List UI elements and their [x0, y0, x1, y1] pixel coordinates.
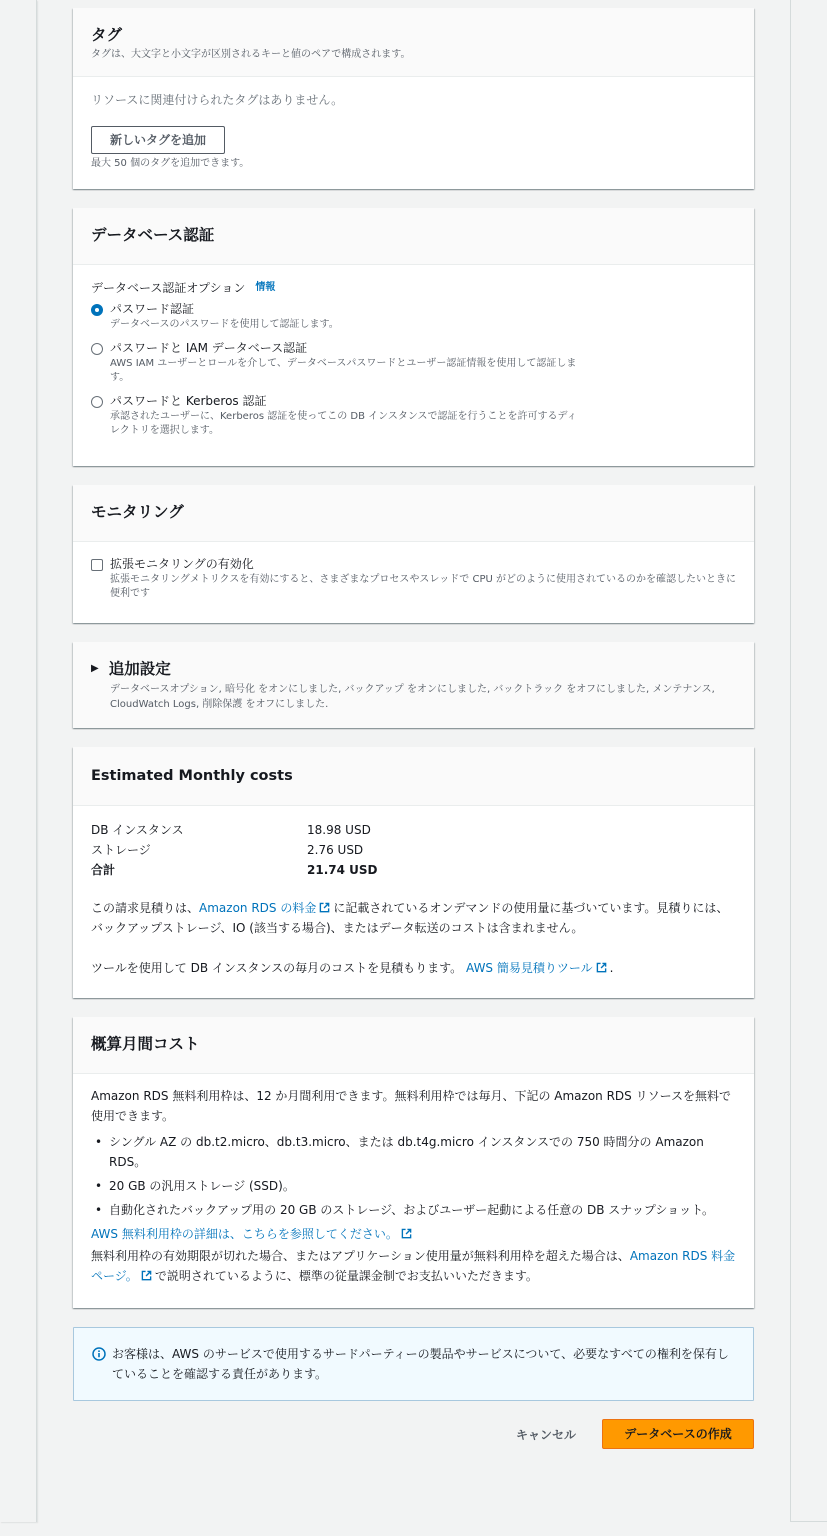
free-tier-details-row — [91, 1224, 736, 1244]
estimate-note — [91, 898, 736, 938]
tags-description: タグは、大文字と小文字が区別されるキーと値のペアで構成されます。 — [91, 49, 411, 60]
rds-pricing-link[interactable]: Amazon RDS の料金 — [199, 901, 317, 915]
cost-total-label: 合計 — [91, 863, 116, 877]
right-help-rail — [790, 0, 827, 1522]
create-database-button[interactable]: データベースの作成 — [602, 1419, 754, 1449]
create-database-form — [73, 8, 754, 1449]
enhanced-monitoring-checkbox-row[interactable] — [91, 556, 736, 601]
monitoring-title: モニタリング — [91, 503, 184, 521]
info-icon — [92, 1347, 106, 1361]
external-link-icon[interactable] — [596, 962, 607, 973]
estimated-costs-title: Estimated Monthly costs — [91, 768, 293, 784]
radio-password-auth[interactable] — [91, 301, 736, 332]
left-navigation-rail — [0, 0, 37, 1522]
cost-label: DB インスタンス — [91, 823, 184, 837]
radio-password-iam-auth[interactable] — [91, 340, 736, 385]
enhanced-monitoring-label: 拡張モニタリングの有効化 — [110, 557, 254, 571]
cost-value: 18.98 USD — [307, 823, 371, 837]
cost-total-value: 21.74 USD — [307, 863, 378, 877]
db-auth-options-label: データベース認証オプション — [91, 281, 246, 295]
info-link[interactable]: 情報 — [255, 282, 276, 293]
notice-text: お客様は、AWS のサービスで使用するサードパーティーの製品やサービスについて、必要なすべての権利を保有していることを確認する責任があります。 — [112, 1347, 729, 1381]
free-tier-list — [91, 1132, 736, 1220]
additional-settings-panel — [73, 642, 754, 728]
external-link-icon[interactable] — [401, 1228, 412, 1239]
free-tier-list-item: • シングル AZ の db.t2.micro、db.t3.micro、または db.t4g.micro インスタンスでの 750 時間分の Amazon RDS。 — [91, 1132, 736, 1172]
free-tier-footer-text: で説明されているように、標準の従量課金制でお支払いいただきます。 — [154, 1269, 538, 1283]
third-party-notice — [73, 1327, 754, 1401]
cost-total-row — [91, 860, 736, 880]
external-link-icon[interactable] — [141, 1270, 152, 1281]
monitoring-header — [73, 485, 754, 542]
tags-hint: 最大 50 個のタグを追加できます。 — [91, 158, 250, 169]
free-tier-intro: Amazon RDS 無料利用枠は、12 か月間利用できます。無料利用枠では毎月、下記の Amazon RDS リソースを無料で使用できます。 — [91, 1089, 731, 1123]
aws-pricing-calculator-link[interactable]: AWS 簡易見積りツール — [466, 961, 593, 975]
db-auth-title: データベース認証 — [91, 226, 215, 244]
free-tier-list-item: • 自動化されたバックアップ用の 20 GB のストレージ、およびユーザー起動による任意の DB スナップショット。 — [91, 1200, 736, 1220]
external-link-icon[interactable] — [319, 902, 330, 913]
free-tier-header — [73, 1017, 754, 1074]
tags-panel-header — [73, 8, 754, 77]
cost-label: ストレージ — [91, 843, 151, 857]
free-tier-footer — [91, 1246, 736, 1286]
radio-description: AWS IAM ユーザーとロールを介して、データベースパスワードとユーザー認証情報を使用して認証します。 — [110, 358, 577, 383]
cost-table — [91, 820, 736, 880]
db-auth-panel — [73, 208, 754, 466]
calculator-note-text: ツールを使用して DB インスタンスの毎月のコストを見積もります。 — [91, 961, 463, 975]
free-tier-title: 概算月間コスト — [91, 1035, 200, 1053]
radio-unselected-icon[interactable] — [91, 396, 103, 408]
tags-empty-text: リソースに関連付けられたタグはありません。 — [91, 93, 344, 107]
cost-row — [91, 840, 736, 860]
additional-settings-toggle[interactable] — [91, 658, 736, 680]
form-actions — [73, 1419, 754, 1449]
caret-right-icon[interactable]: ▶ — [91, 663, 99, 674]
estimate-note-text: に記載されているオンデマンドの使用量に基づいています。見積りには、バックアップストレージ、IO (該当する場合)、またはデータ転送のコストは含まれません。 — [91, 901, 729, 935]
add-tag-button[interactable]: 新しいタグを追加 — [91, 126, 225, 154]
radio-selected-icon[interactable] — [91, 304, 103, 316]
free-tier-list-item: • 20 GB の汎用ストレージ (SSD)。 — [91, 1176, 736, 1196]
enhanced-monitoring-description: 拡張モニタリングメトリクスを有効にすると、さまざまなプロセスやスレッドで CPU がどのように使用されているのかを確認したいときに便利です — [110, 574, 736, 599]
cost-row — [91, 820, 736, 840]
tags-title: タグ — [91, 26, 123, 44]
db-auth-options-label-row — [91, 279, 736, 297]
rds-pricing-page-link[interactable]: Amazon RDS 料金ページ。 — [91, 1249, 736, 1283]
radio-description: 承認されたユーザーに、Kerberos 認証を使ってこの DB インスタンスで認証を行うことを許可するディレクトリを選択します。 — [110, 411, 577, 436]
additional-settings-description: データベースオプション, 暗号化 をオンにしました, バックアップ をオンにしました, バックトラック をオフにしました, メンテナンス, CloudWatch Logs, 削除保護 をオフにしました. — [110, 684, 715, 710]
calculator-note — [91, 958, 736, 978]
estimate-note-text: この請求見積りは、 — [91, 901, 200, 915]
radio-label: パスワード認証 — [110, 302, 195, 316]
free-tier-panel — [73, 1017, 754, 1308]
radio-unselected-icon[interactable] — [91, 343, 103, 355]
db-auth-radio-group — [91, 301, 736, 438]
free-tier-footer-text: 無料利用枠の有効期限が切れた場合、またはアプリケーション使用量が無料利用枠を超えた場合は、 — [91, 1249, 630, 1263]
monitoring-panel — [73, 485, 754, 623]
additional-settings-title: 追加設定 — [108, 660, 171, 678]
cancel-button[interactable]: キャンセル — [515, 1427, 576, 1442]
radio-description: データベースのパスワードを使用して認証します。 — [110, 319, 339, 330]
radio-label: パスワードと IAM データベース認証 — [110, 341, 308, 355]
estimated-costs-header — [73, 747, 754, 806]
estimated-costs-panel — [73, 747, 754, 998]
tags-panel — [73, 8, 754, 189]
free-tier-details-link[interactable]: AWS 無料利用枠の詳細は、こちらを参照してください。 — [91, 1227, 398, 1241]
db-auth-header — [73, 208, 754, 265]
radio-password-kerberos-auth[interactable] — [91, 393, 736, 438]
cost-value: 2.76 USD — [307, 843, 364, 857]
calculator-note-text: . — [609, 961, 614, 975]
radio-label: パスワードと Kerberos 認証 — [110, 394, 267, 408]
enhanced-monitoring-checkbox[interactable] — [91, 559, 103, 571]
